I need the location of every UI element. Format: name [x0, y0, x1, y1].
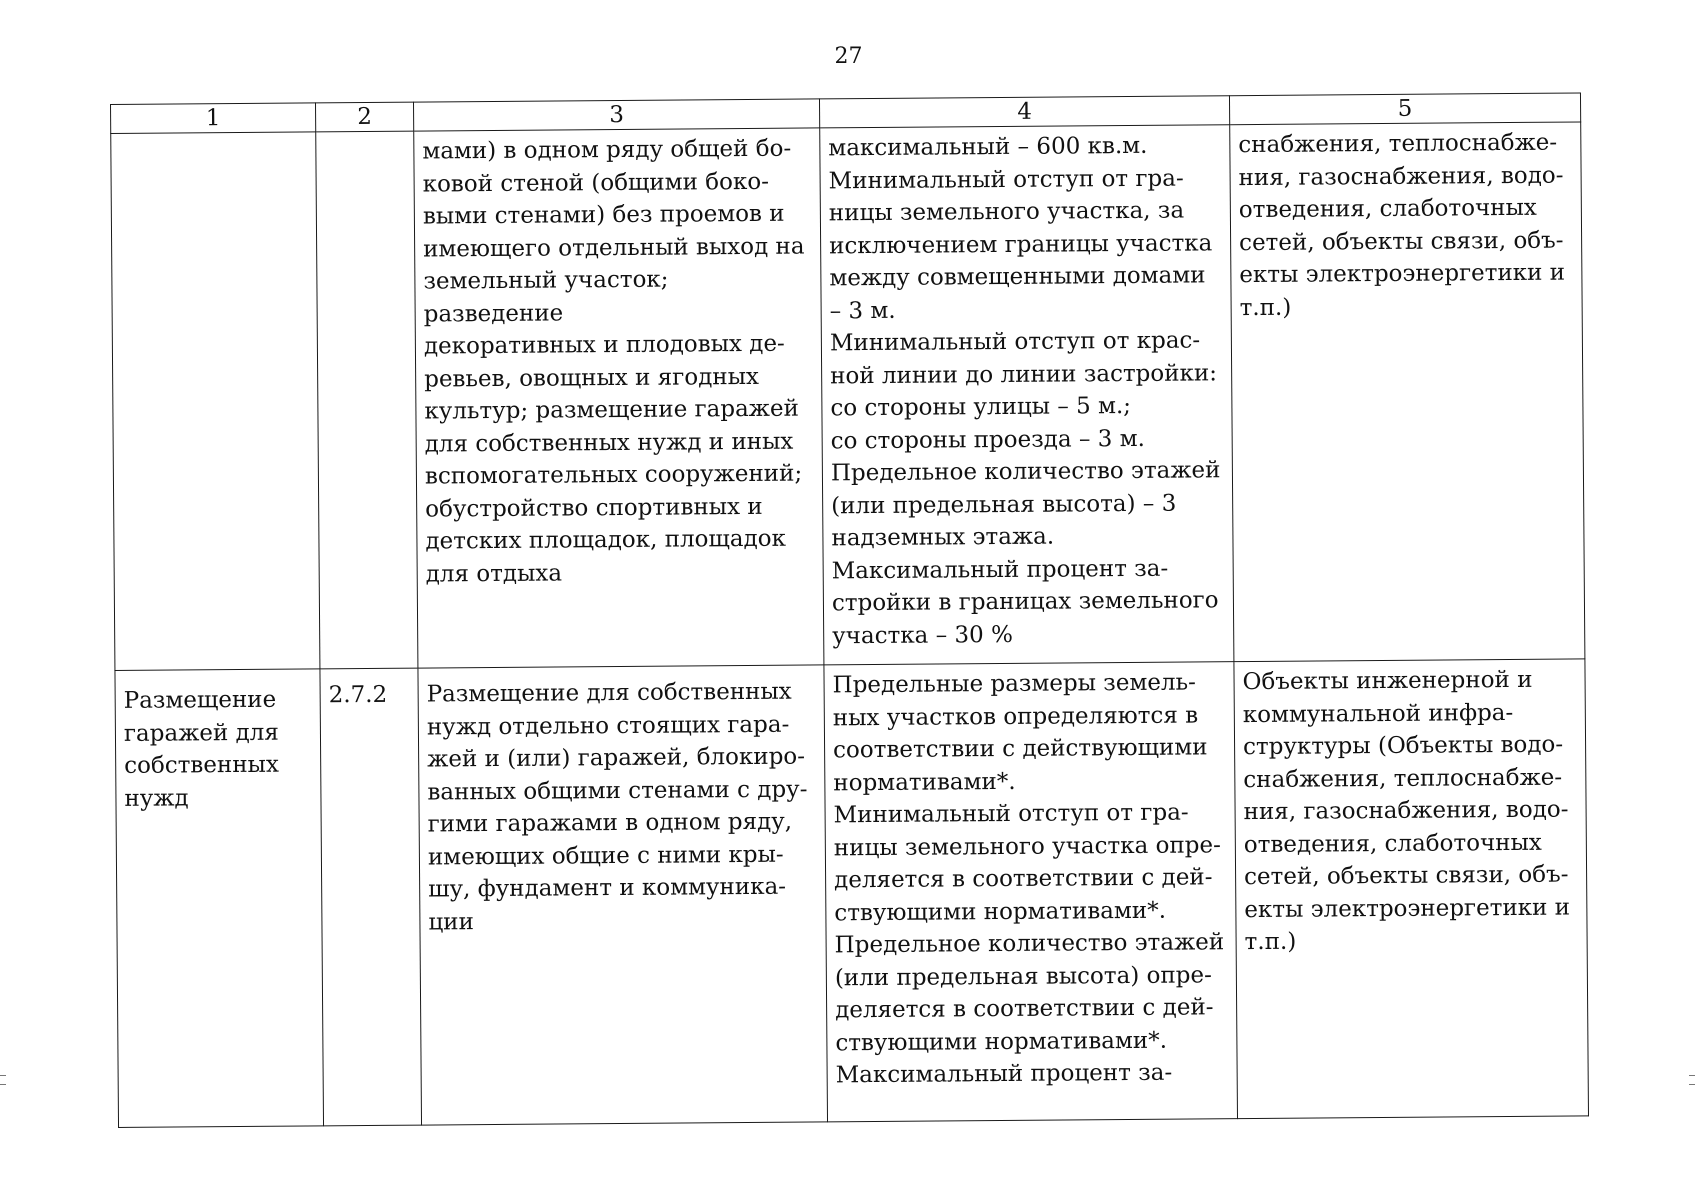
cell-use-code — [320, 668, 422, 1126]
limit-parameters-text: максимальный – 600 кв.м. Минимальный отступ от гра- ницы земельного участка, за исключением границы участка между совмещенными домами – 3 м. Минимальный отступ от крас- ной линии до линии застройки: со стороны улицы – 5 м.; со стороны проезда – 3 м. Предельное количество этажей (или предельная высота) – 3 надземных этажа. Максимальный процент за- стройки в границах земельного участка – 30 % — [828, 132, 1221, 649]
auxiliary-uses-text: снабжения, теплоснабже- ния, газоснабжения, водо- отведения, слаботочных сетей, объекты связи, объ- екты электроэнергетики и т.п.) — [1238, 129, 1566, 321]
cell-limit-parameters — [824, 662, 1238, 1122]
use-description-text: Размещение для собственных нужд отдельно стоящих гара- жей и (или) гаражей, блокиро- ванных общими стенами с дру- гими гаражами в одном ряду, имеющих общие с ними кры- шу, фундамент и коммуника- ции — [426, 678, 808, 936]
scan-edge-mark-left — [0, 1075, 6, 1085]
use-name-text: Размещение гаражей для собственных нужд — [123, 686, 279, 812]
use-code-text — [324, 136, 405, 137]
use-description-text: мами) в одном ряду общей бо- ковой стеной (общими боко- выми стенами) без проемов и имеющего отдельный выход на земельный участок; разведение декоративных и плодовых де- ревьев, овощных и ягодных культур; размещение гаражей для собственных нужд и иных вспомогательных сооружений; обустройство спортивных и детских площадок, площадок для отдыха — [422, 135, 805, 588]
cell-use-description — [418, 665, 828, 1125]
cell-auxiliary-uses — [1230, 122, 1585, 662]
table-row — [115, 659, 1589, 1128]
column-header-4: 4 — [819, 96, 1229, 128]
use-name-text — [119, 136, 307, 137]
cell-limit-parameters — [820, 125, 1234, 665]
column-header-2: 2 — [315, 102, 413, 132]
cell-use-name — [111, 132, 320, 671]
use-code-text: 2.7.2 — [328, 681, 388, 709]
column-header-3: 3 — [413, 99, 819, 131]
scan-edge-mark-right — [1689, 1075, 1695, 1085]
limit-parameters-text: Предельные размеры земель- ных участков определяются в соответствии с действующими нормативами*. Минимальный отступ от гра- ницы земельного участка опре- деляется в соответствии с дей- ствующими нормативами*. Предельное количество этажей (или предельная высота) опре- деляется в соответствии с дей- ствующими нормативами*. Максимальный процент за- — [832, 669, 1225, 1089]
page-number: 27 — [834, 44, 863, 69]
cell-auxiliary-uses — [1234, 659, 1589, 1119]
column-header-5: 5 — [1229, 93, 1580, 125]
cell-use-description — [414, 128, 824, 668]
cell-use-code — [316, 131, 418, 669]
auxiliary-uses-text: Объекты инженерной и коммунальной инфра- структуры (Объекты водо- снабжения, теплоснабже- ния, газоснабжения, водо- отведения, слаботочных сетей, объекты связи, объ- екты электроэнергетики и т.п.) — [1242, 666, 1571, 956]
table-row — [111, 122, 1585, 671]
cell-use-name — [115, 669, 324, 1128]
zoning-table — [110, 92, 1589, 1128]
column-header-1: 1 — [111, 103, 316, 134]
